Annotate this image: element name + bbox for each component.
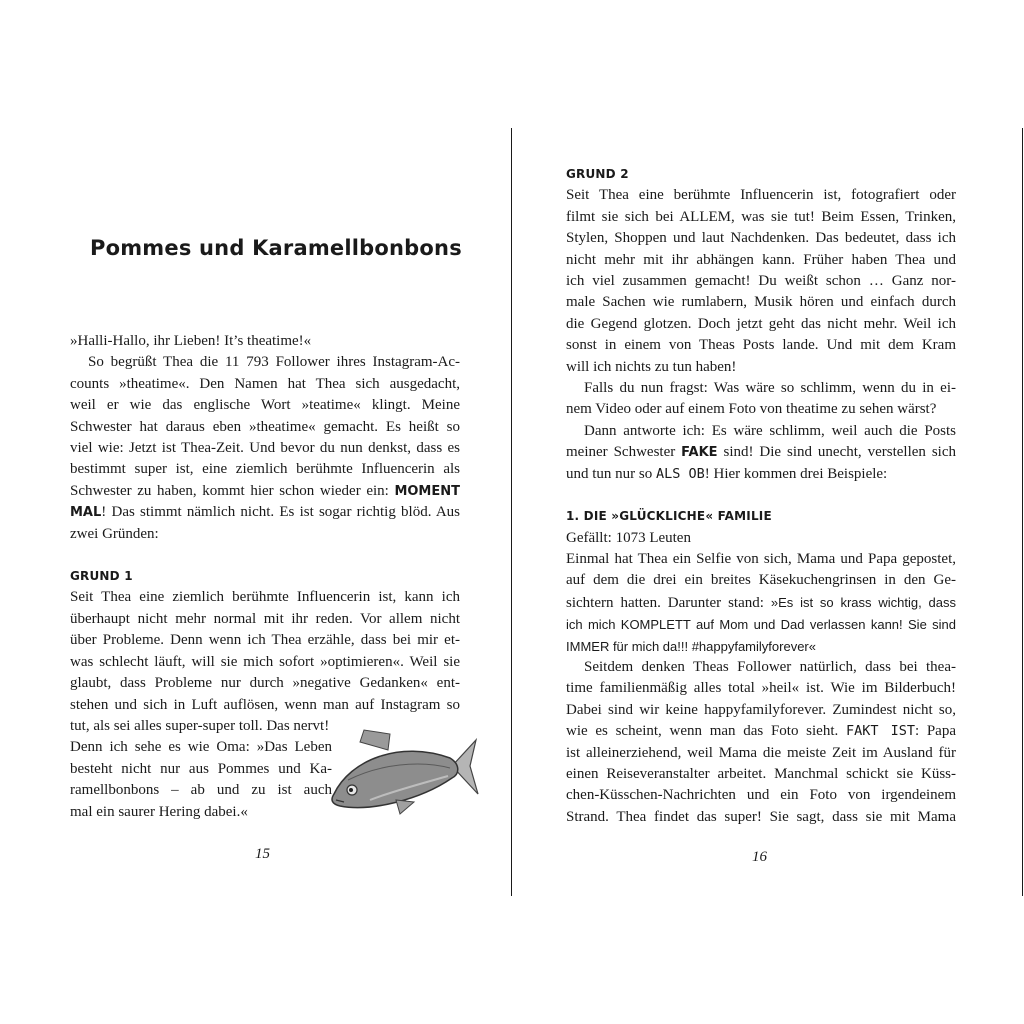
text-run: wie es scheint, wenn man das Foto sieht. (566, 723, 846, 740)
text-run: sind! Die sind unecht, verstellen sich (717, 444, 956, 461)
left-page (0, 0, 511, 1024)
paragraph-line: Seit Thea eine berühmte Influencerin ist, fotografiert oder (566, 187, 956, 204)
emphasis-als-ob: ALS OB (656, 465, 705, 482)
paragraph-line (566, 442, 956, 463)
paragraph-line: Dann antworte ich: Es wäre schlimm, weil auch die Posts (584, 422, 956, 439)
paragraph-line: ramellbonbons – ab und zu ist auch (70, 782, 332, 799)
text-run: ! Das stimmt nämlich nicht. Es ist sogar richtig blöd. Aus (101, 504, 460, 521)
paragraph-line: counts »theatime«. Den Namen hat Thea sich ausgedacht, (70, 375, 460, 392)
chapter-title: Pommes und Karamellbonbons (90, 236, 462, 260)
paragraph-line: Einmal hat Thea ein Selfie von sich, Mama und Papa gepostet, (566, 550, 956, 567)
paragraph-line: nicht mehr mit ihr abhängen kann. Früher haben Thea und (566, 251, 956, 268)
fish-icon (330, 720, 482, 820)
section-heading-grund-2: GRUND 2 (566, 167, 629, 181)
paragraph-line: glaubt, dass Probleme nur durch »negative Gedanken« ent- (70, 675, 460, 692)
paragraph-line: viel wie: Jetzt ist Thea-Zeit. Und bevor du nun denkst, dass es (70, 440, 460, 457)
paragraph-line: weil er wie das englische Wort »teatime« klingt. Meine (70, 397, 460, 414)
paragraph-line: Falls du nun fragst: Was wäre so schlimm, wenn du in ei- (584, 380, 956, 397)
emphasis-moment: MOMENT (394, 483, 460, 499)
paragraph-line (566, 592, 956, 614)
paragraph-line: Strand. Thea findet das super! Sie sagt, dass sie mit Mama (566, 808, 956, 825)
text-run: : Papa (914, 723, 956, 740)
paragraph-line (566, 464, 956, 485)
paragraph-line: die Gegend glotzen. Doch jetzt geht das nicht mehr. Weil ich (566, 315, 956, 332)
text-run: sichtern hatten. Darunter stand: (566, 594, 771, 611)
post-caption-quote: IMMER für mich da!!! #happyfamilyforever« (566, 638, 816, 654)
paragraph-line: einen Reiseveranstalter arbeitet. Manchmal schickt sie Küss- (566, 765, 956, 782)
paragraph-line: Stylen, Shoppen und laut Nachdenken. Das bedeutet, dass ich (566, 230, 956, 247)
paragraph-line: auf dem die drei ein breites Käsekuchengrinsen in den Ge- (566, 572, 956, 589)
paragraph-line: Seitdem denken Theas Follower natürlich, dass bei thea- (584, 658, 956, 675)
paragraph-line: chen-Küsschen-Nachrichten und ein Foto von irgendeinem (566, 787, 956, 804)
right-page-body (566, 164, 956, 828)
text-run: meiner Schwester (566, 444, 682, 461)
page-number: 15 (255, 846, 270, 862)
post-caption-quote: »Es ist so krass wichtig, dass (770, 594, 956, 610)
paragraph-line (70, 481, 460, 502)
paragraph-line: time familienmäßig alles total »heil« ist. Wie im Bilderbuch! (566, 680, 956, 697)
paragraph-line: was schlecht läuft, will sie mich sofort »optimieren«. Weil sie (70, 653, 460, 670)
paragraph-line: Denn ich sehe es wie Oma: »Das Leben (70, 739, 332, 756)
paragraph-line: Seit Thea eine ziemlich berühmte Influencerin ist, kann ich (70, 589, 460, 606)
text-run: ! Hier kommen drei Beispiele: (704, 465, 888, 482)
text-run: Schwester zu haben, kommt hier schon wieder ein: (70, 482, 395, 499)
paragraph-line: mal ein saurer Hering dabei.« (70, 803, 248, 820)
paragraph-line: will ich nichts zu tun haben! (566, 358, 737, 375)
paragraph-line: überhaupt nicht mehr normal mit ihr reden. Vor allem nicht (70, 610, 460, 627)
paragraph-line: sonst in einem von Theas Posts lande. Und mit dem Kram (566, 337, 956, 354)
emphasis-fake: FAKE (681, 445, 718, 461)
paragraph-line: Schwester hat daraus eben »theatime« gemacht. Es heißt so (70, 418, 460, 435)
paragraph-line: stehen und sich in Luft auflösen, wenn man auf Instagram so (70, 696, 460, 713)
paragraph-line (70, 502, 460, 523)
paragraph-line: nem Video oder auf einem Foto von theatime zu sehen wärst? (566, 401, 937, 418)
paragraph-line: Dabei sind wir keine happyfamilyforever. Zumindest nicht so, (566, 701, 956, 718)
section-heading-grund-1: GRUND 1 (70, 569, 133, 584)
paragraph-line: besteht nicht nur aus Pommes und Ka- (70, 760, 332, 777)
likes-count: Gefällt: 1073 Leuten (566, 529, 691, 546)
page-number: 16 (752, 849, 767, 865)
paragraph-line: tut, als sei alles super-super toll. Das nervt! (70, 717, 330, 734)
paragraph-line: bestimmt super ist, eine ziemlich berühmte Influencerin als (70, 461, 460, 478)
text-run: und tun nur so (566, 465, 656, 482)
emphasis-fakt-ist: FAKT IST (845, 723, 915, 740)
paragraph-line: zwei Gründen: (70, 525, 159, 542)
post-caption-quote: ich mich KOMPLETT auf Mom und Dad verlassen kann! Sie sind (566, 617, 956, 633)
paragraph-line: male Sachen wie rumlabern, Musik hören und einfach durch (566, 294, 956, 311)
emphasis-mal: MAL (70, 505, 102, 521)
paragraph-line: So begrüßt Thea die 11 793 Follower ihres Instagram-Ac- (88, 354, 460, 371)
paragraph-line: ist alleinerziehend, weil Mama die meiste Zeit im Ausland für (566, 744, 956, 761)
paragraph-line: »Halli-Hallo, ihr Lieben! It’s theatime!« (70, 333, 312, 349)
paragraph-line: über Probleme. Denn wenn ich Thea erzähle, dass bei mir et- (70, 632, 460, 649)
paragraph-line: filmt sie sich bei ALLEM, was sie tut! Beim Essen, Trinken, (566, 208, 956, 225)
paragraph-line (566, 721, 956, 742)
paragraph-line: ich viel zusammen gemacht! Du weißt schon … Ganz nor- (566, 273, 956, 290)
section-heading-example-1: 1. DIE »GLÜCKLICHE« FAMILIE (566, 509, 772, 524)
